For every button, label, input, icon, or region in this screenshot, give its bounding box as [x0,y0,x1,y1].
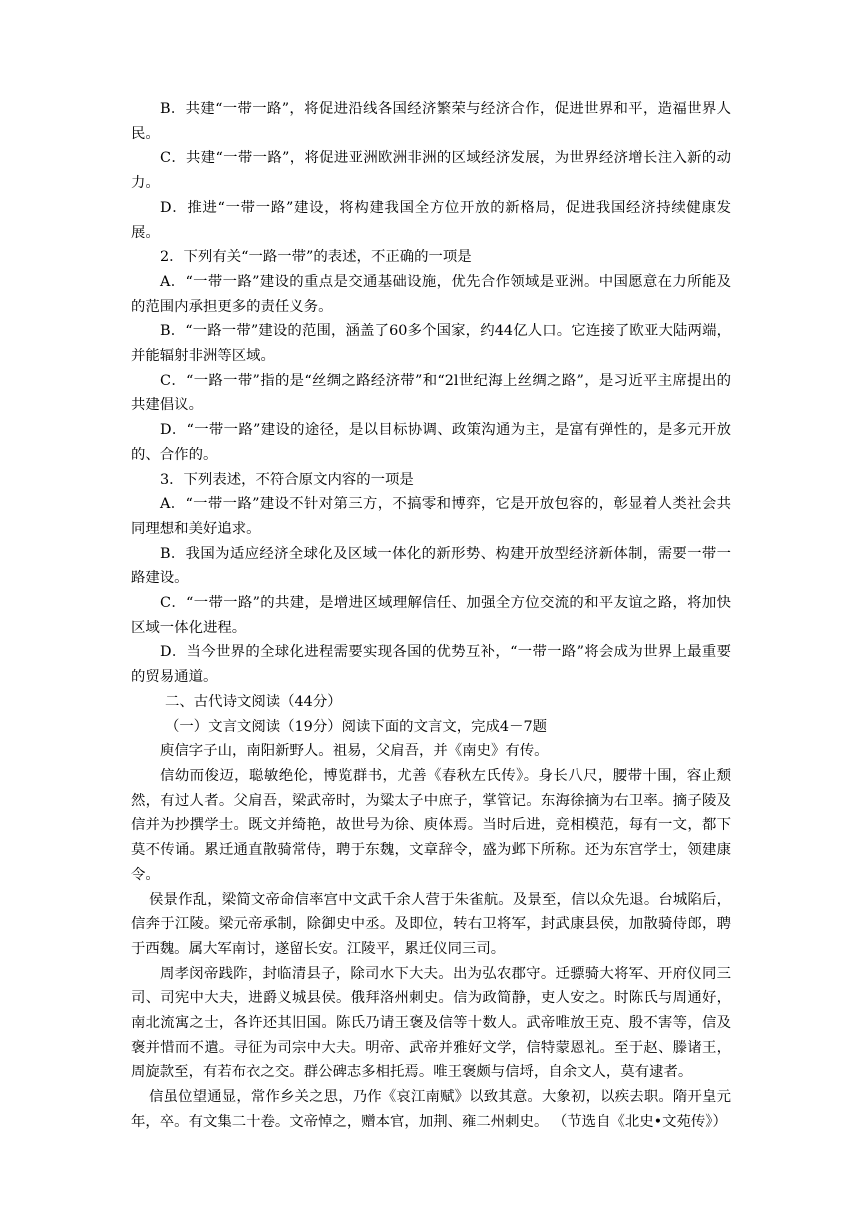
paragraph: B．“一路一带”建设的范围，涵盖了60多个国家，约44亿人口。它连接了欧亚大陆两端，并能辐射非洲等区域。 [131,323,731,365]
paragraph: （一）文言文阅读（19分）阅读下面的文言文，完成4－7题 [165,718,547,735]
paragraph: 侯景作乱，梁简文帝命信率宫中文武千余人营于朱雀航。及景至，信以众先退。台城陷后，信奔于江陵。梁元帝承制，除御史中丞。及即位，转右卫将军，封武康县侯，加散骑侍郎，聘于西魏。属大军南讨，遂留长安。江陵平，累迁仪同三司。 [131,891,731,957]
paragraph: 信虽位望通显，常作乡关之思，乃作《哀江南赋》以致其意。大象初，以疾去职。隋开皇元年，卒。有文集二十卷。文帝悼之，赠本官，加荆、雍二州刺史。 （节选自《北史•文苑传》） [131,1089,731,1130]
paragraph: D．“一带一路”建设的途径，是以目标协调、政策沟通为主，是富有弹性的，是多元开放的、合作的。 [131,422,731,463]
paragraph: B．共建“一带一路”，将促进沿线各国经济繁荣与经济合作，促进世界和平，造福世界人民。 [131,101,731,142]
paragraph: C．共建“一带一路”，将促进亚洲欧洲非洲的区域经济发展，为世界经济增长注入新的动力。 [131,150,731,192]
paragraph: 周孝闵帝践阼，封临清县子，除司水下大夫。出为弘农郡守。迁骠骑大将军、开府仪同三司、司宪中大夫，进爵义城县侯。俄拜洛州刺史。信为政简静，吏人安之。时陈氏与周通好，南北流寓之士，各许还其旧国。陈氏乃请王褒及信等十数人。武帝唯放王克、殷不害等，信及褒并惜而不遣。寻征为司宗中大夫。明帝、武帝并雅好文学，信特蒙恩礼。至于赵、滕诸王，周旋款至，有若布衣之交。群公碑志多相托焉。唯王褒颇与信埒，自余文人，莫有逮者。 [131,965,731,1081]
paragraph: C．“一路一带”指的是“丝绸之路经济带”和“2l世纪海上丝绸之路”，是习近平主席提出的共建倡议。 [131,372,731,414]
paragraph: D．推进“一带一路”建设，将构建我国全方位开放的新格局，促进我国经济持续健康发展。 [131,199,731,241]
paragraph: D．当今世界的全球化进程需要实现各国的优势互补，“一带一路”将会成为世界上最重要的贸易通道。 [131,644,731,686]
paragraph: A．“一带一路”建设的重点是交通基础设施，优先合作领域是亚洲。中国愿意在力所能及的范围内承担更多的责任义务。 [131,273,731,315]
paragraph: C．“一带一路”的共建，是增进区域理解信任、加强全方位交流的和平友谊之路，将加快区域一体化进程。 [131,595,731,636]
paragraph: 2．下列有关“一路一带”的表述，不正确的一项是 [160,249,472,266]
paragraph: 信幼而俊迈，聪敏绝伦，博览群书，尤善《春秋左氏传》。身长八尺，腰带十围，容止颓然，有过人者。父肩吾，梁武帝时，为粱太子中庶子，掌管记。东海徐摘为右卫率。摘子陵及信并为抄撰学士。既文并绮艳，故世号为徐、庾体焉。当时后进，竞相模范，每有一文，都下莫不传诵。累迁通直散骑常侍，聘于东魏，文章辞令，盛为邺下所称。还为东宫学士，领建康令。 [131,767,731,883]
paragraph: A．“一带一路”建设不针对第三方，不搞零和博弈，它是开放包容的，彰显着人类社会共同理想和美好追求。 [131,496,731,537]
paragraph: 庾信字子山，南阳新野人。祖易，父肩吾，并《南史》有传。 [160,743,549,760]
paragraph: 二、古代诗文阅读（44分） [165,693,342,710]
document-page [131,97,731,1135]
paragraph: B．我国为适应经济全球化及区域一体化的新形势、构建开放型经济新体制，需要一带一路建设。 [131,545,731,587]
paragraph: 3．下列表述，不符合原文内容的一项是 [160,471,414,488]
